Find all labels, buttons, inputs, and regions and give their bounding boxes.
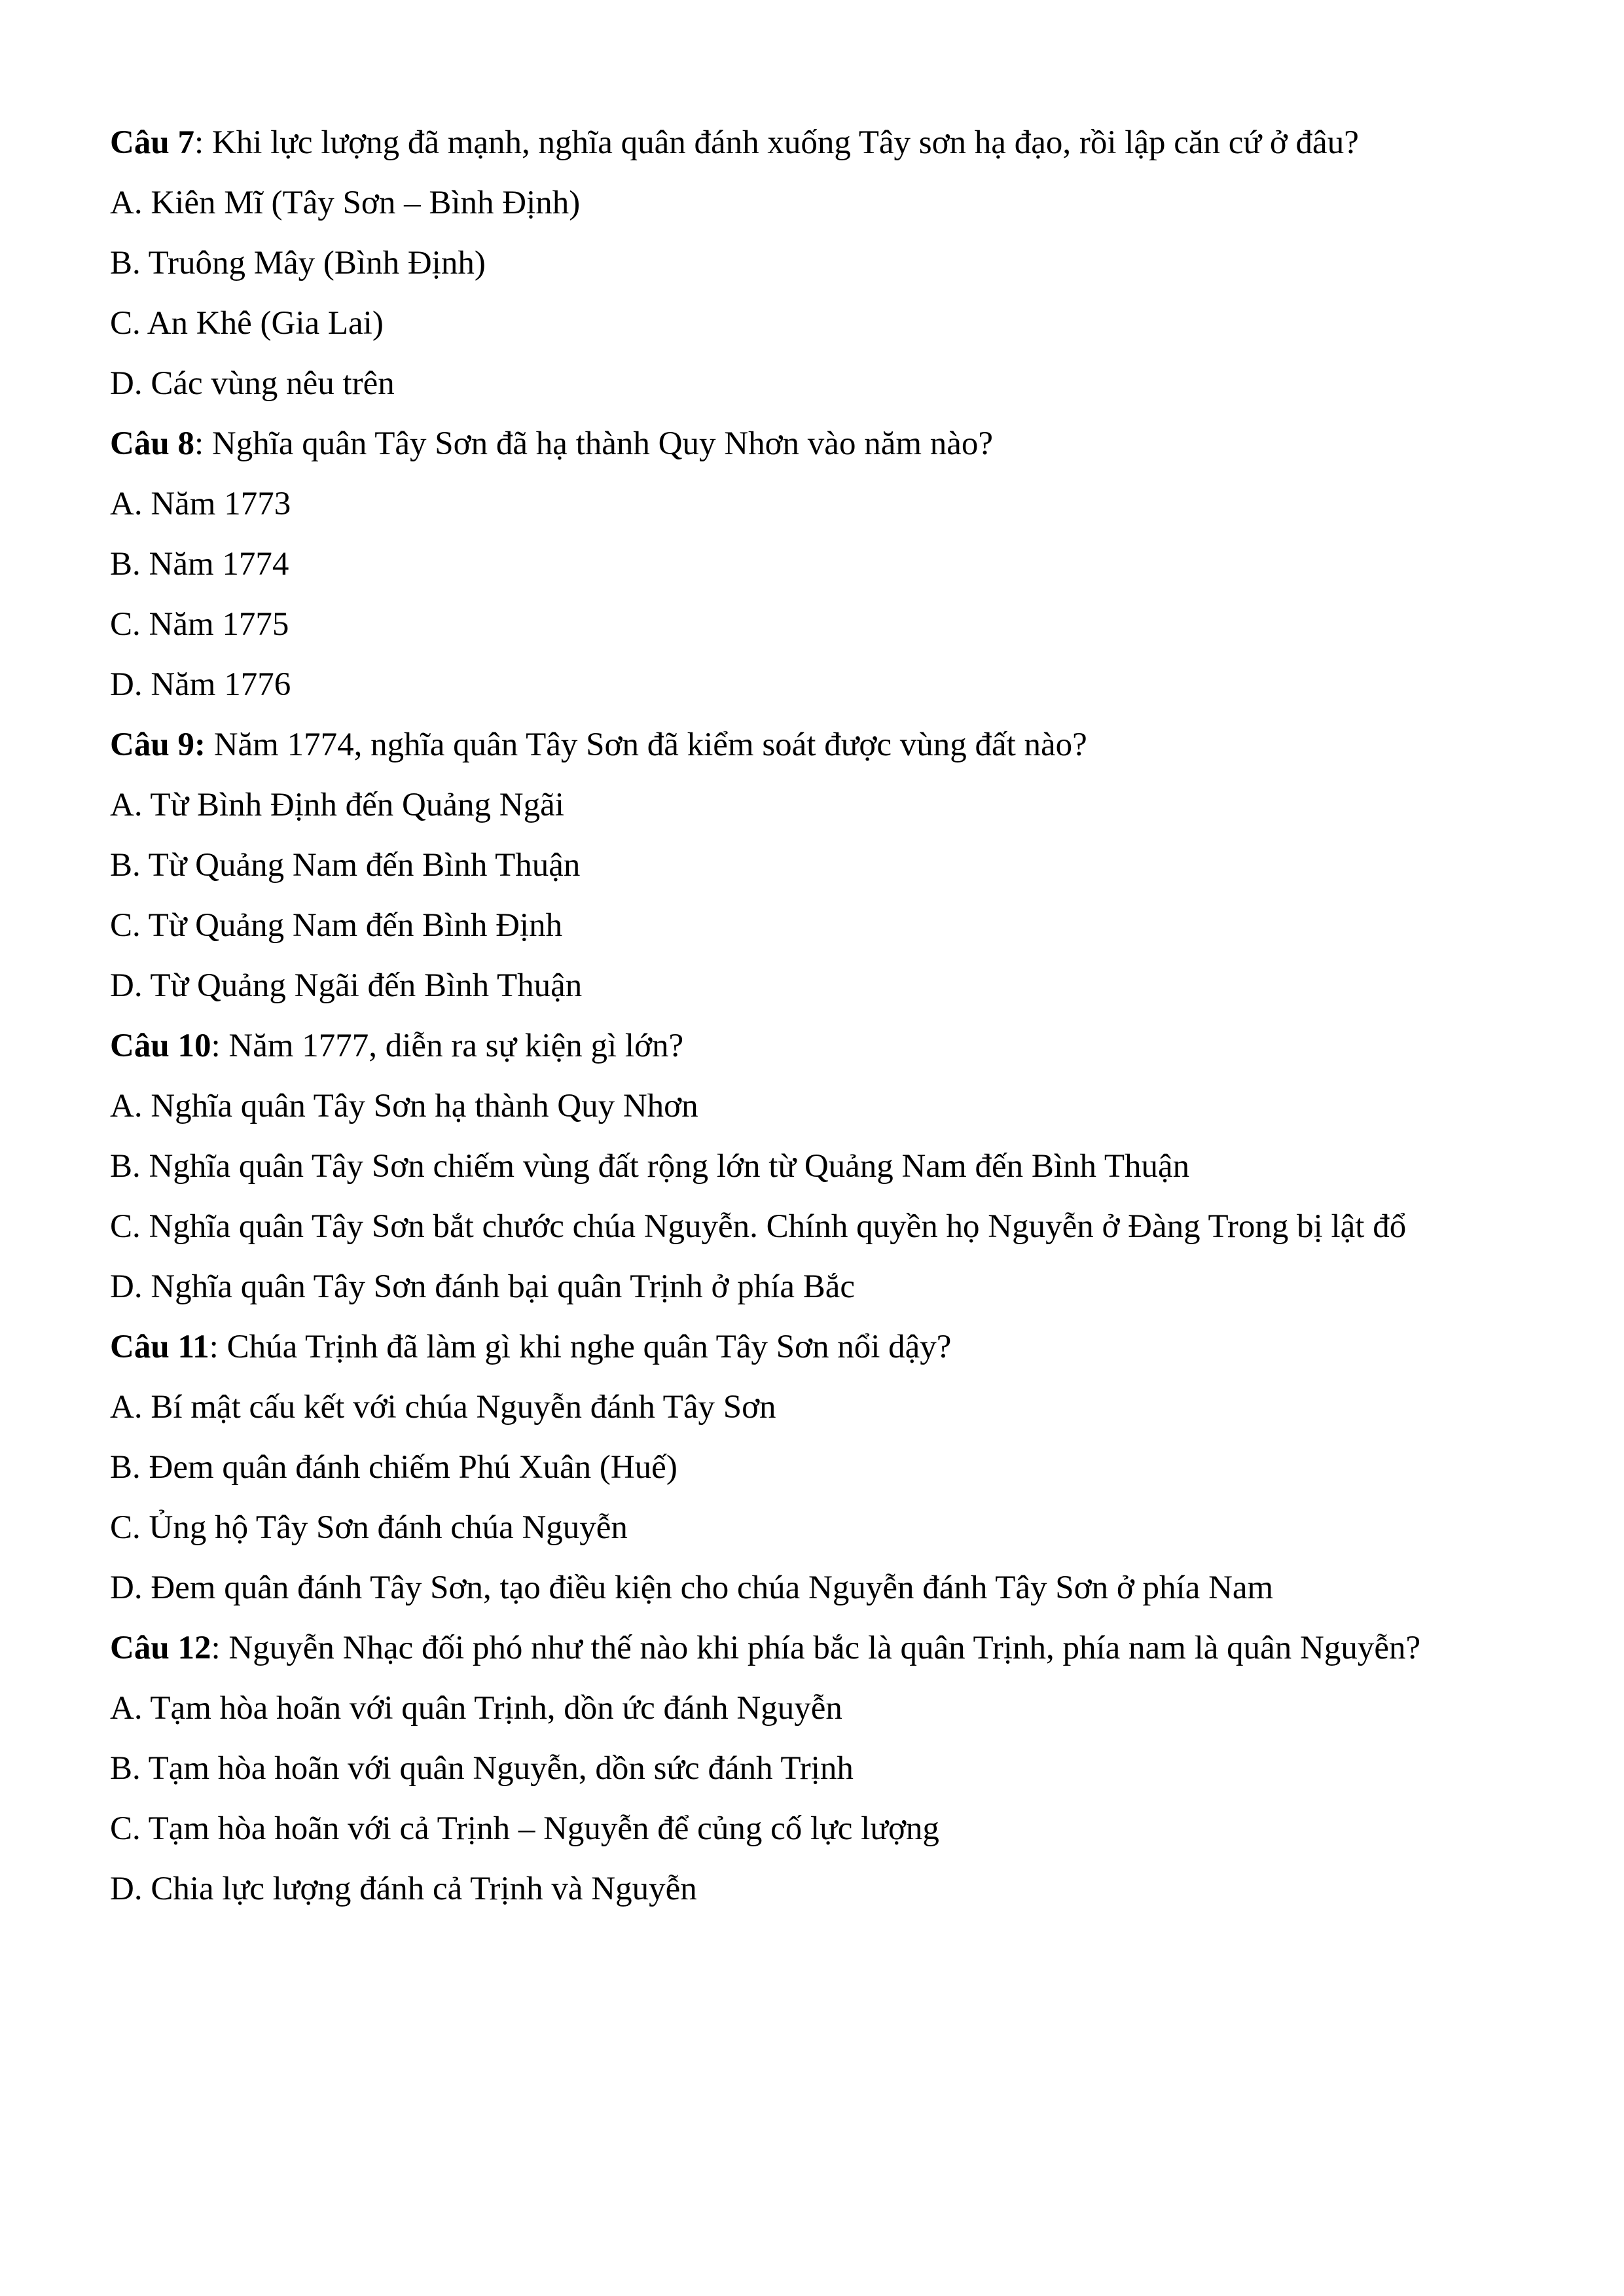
question-text: Nguyễn Nhạc đối phó như thế nào khi phía bắc là quân Trịnh, phía nam là quân Nguyễn? bbox=[220, 1630, 1421, 1666]
answer-option: A. Tạm hòa hoãn với quân Trịnh, dồn ức đánh Nguyễn bbox=[110, 1690, 842, 1727]
answer-option: C. An Khê (Gia Lai) bbox=[110, 305, 384, 342]
answer-option: B. Tạm hòa hoãn với quân Nguyễn, dồn sức đánh Trịnh bbox=[110, 1750, 854, 1787]
question-stem bbox=[110, 1026, 1517, 1066]
answer-option: D. Các vùng nêu trên bbox=[110, 365, 395, 402]
answer-option: A. Nghĩa quân Tây Sơn hạ thành Quy Nhơn bbox=[110, 1088, 698, 1124]
question-number: Câu 10 bbox=[110, 1028, 211, 1064]
question-text: Năm 1774, nghĩa quân Tây Sơn đã kiểm soát được vùng đất nào? bbox=[205, 726, 1087, 763]
question-separator: : bbox=[211, 1028, 221, 1064]
answer-option: C. Năm 1775 bbox=[110, 606, 289, 643]
question-text: Chúa Trịnh đã làm gì khi nghe quân Tây Sơn nổi dậy? bbox=[218, 1329, 952, 1365]
question-number: Câu 7 bbox=[110, 124, 194, 161]
question-number: Câu 9: bbox=[110, 726, 206, 763]
answer-option: C. Tạm hòa hoãn với cả Trịnh – Nguyễn để củng cố lực lượng bbox=[110, 1810, 939, 1847]
question-stem bbox=[110, 424, 1517, 463]
answer-option: C. Nghĩa quân Tây Sơn bắt chước chúa Nguyễn. Chính quyền họ Nguyễn ở Đàng Trong bị lật đổ bbox=[110, 1208, 1407, 1245]
answer-option: B. Năm 1774 bbox=[110, 546, 289, 583]
answer-option: B. Nghĩa quân Tây Sơn chiếm vùng đất rộng lớn từ Quảng Nam đến Bình Thuận bbox=[110, 1148, 1190, 1185]
question-number: Câu 8 bbox=[110, 425, 194, 462]
question-stem bbox=[110, 123, 1517, 162]
question-text: Năm 1777, diễn ra sự kiện gì lớn? bbox=[220, 1028, 684, 1064]
answer-option: D. Nghĩa quân Tây Sơn đánh bại quân Trịnh ở phía Bắc bbox=[110, 1268, 856, 1305]
answer-option: A. Năm 1773 bbox=[110, 486, 291, 522]
answer-option: D. Đem quân đánh Tây Sơn, tạo điều kiện cho chúa Nguyễn đánh Tây Sơn ở phía Nam bbox=[110, 1570, 1274, 1606]
question-stem bbox=[110, 1628, 1517, 1668]
question-separator: : bbox=[194, 124, 204, 161]
answer-option: C. Ủng hộ Tây Sơn đánh chúa Nguyễn bbox=[110, 1509, 628, 1546]
answer-option: B. Truông Mây (Bình Định) bbox=[110, 245, 486, 281]
answer-option: D. Từ Quảng Ngãi đến Bình Thuận bbox=[110, 967, 583, 1004]
answer-option: A. Từ Bình Định đến Quảng Ngãi bbox=[110, 787, 564, 823]
question-separator: : bbox=[194, 425, 204, 462]
answer-option: A. Bí mật cấu kết với chúa Nguyễn đánh Tây Sơn bbox=[110, 1389, 776, 1426]
question-stem bbox=[110, 1327, 1517, 1367]
question-text: Khi lực lượng đã mạnh, nghĩa quân đánh xuống Tây sơn hạ đạo, rồi lập căn cứ ở đâu? bbox=[204, 124, 1359, 161]
answer-option: C. Từ Quảng Nam đến Bình Định bbox=[110, 907, 563, 944]
question-separator: : bbox=[211, 1630, 221, 1666]
answer-option: B. Từ Quảng Nam đến Bình Thuận bbox=[110, 847, 581, 884]
question-number: Câu 11 bbox=[110, 1329, 209, 1365]
question-separator: : bbox=[209, 1329, 219, 1365]
question-text: Nghĩa quân Tây Sơn đã hạ thành Quy Nhơn vào năm nào? bbox=[204, 425, 994, 462]
answer-option: D. Chia lực lượng đánh cả Trịnh và Nguyễn bbox=[110, 1871, 697, 1907]
question-stem bbox=[110, 725, 1517, 764]
answer-option: B. Đem quân đánh chiếm Phú Xuân (Huế) bbox=[110, 1449, 677, 1486]
answer-option: A. Kiên Mĩ (Tây Sơn – Bình Định) bbox=[110, 185, 581, 221]
question-number: Câu 12 bbox=[110, 1630, 211, 1666]
answer-option: D. Năm 1776 bbox=[110, 666, 291, 703]
question-list bbox=[110, 123, 1517, 1929]
